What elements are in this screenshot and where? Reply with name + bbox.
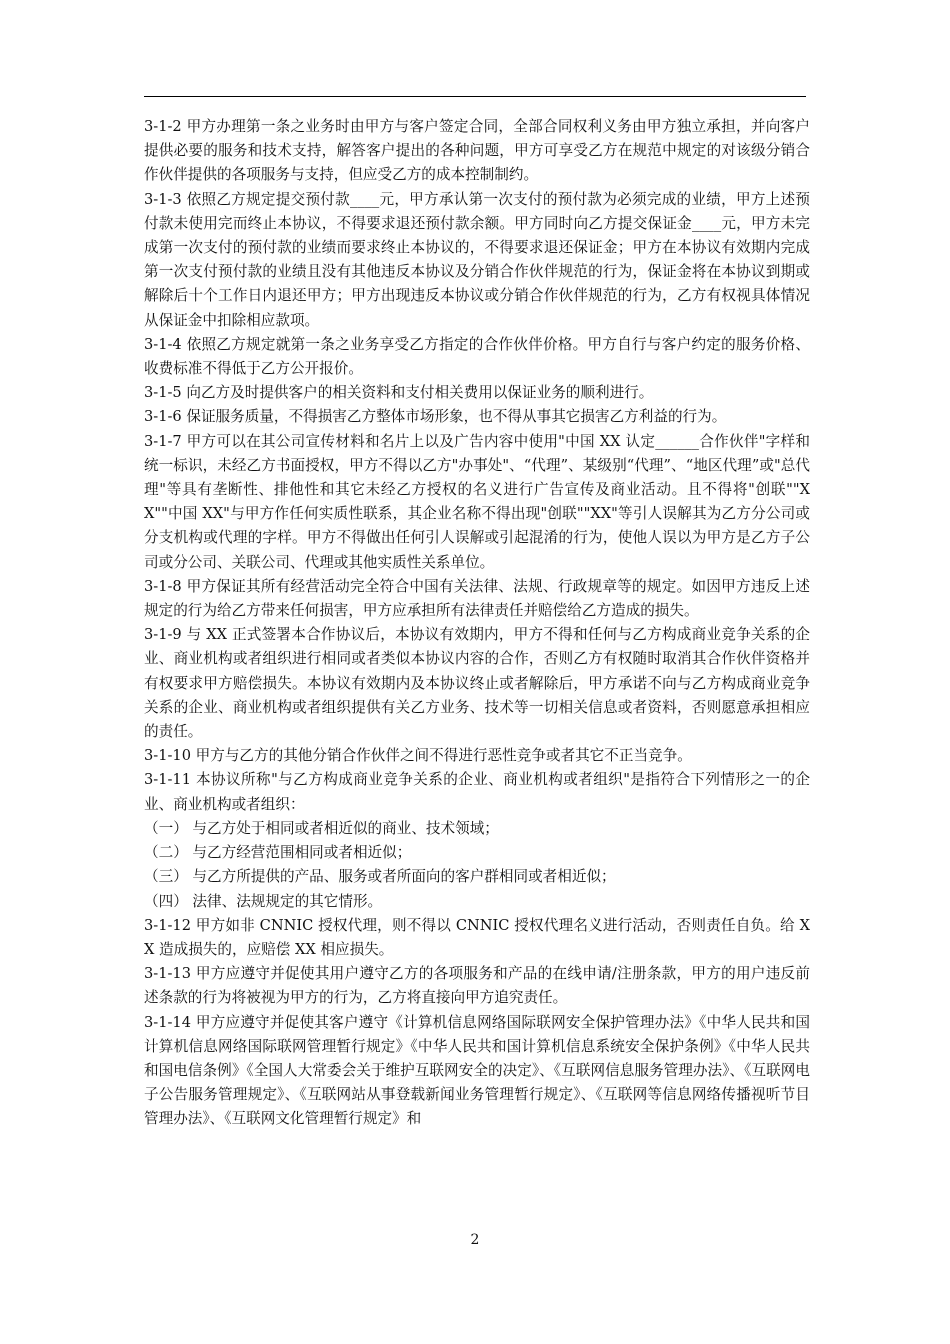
page-number: 2 — [470, 1232, 480, 1248]
clause-3-1-7: 3-1-7 甲方可以在其公司宣传材料和名片上以及广告内容中使用"中国 XX 认定______合作伙伴"字样和统一标识，未经乙方书面授权，甲方不得以乙方"办事处"、“代理”、某级别“代理”、“地区代理”或"总代理"等具有垄断性、排他性和其它未经乙方授权的名义进行广告宣传及商业活动。且不得将"创联""XX""中国 XX"与甲方作任何实质性联系，其企业名称不得出现"创联""XX"等引人误解其为乙方分公司或分支机构或代理的字样。甲方不得做出任何引人误解或引起混淆的行为，使他人误以为甲方是乙方子公司或分公司、关联公司、代理或其他实质性关系单位。 — [144, 432, 810, 571]
header-rule — [144, 96, 806, 97]
clause-3-1-6: 3-1-6 保证服务质量，不得损害乙方整体市场形象，也不得从事其它损害乙方利益的行为。 — [144, 408, 727, 426]
list-item-3: （三） 与乙方所提供的产品、服务或者所面向的客户群相同或者相近似； — [144, 868, 616, 886]
clause-3-1-3: 3-1-3 依照乙方规定提交预付款____元，甲方承认第一次支付的预付款为必须完成的业绩，甲方上述预付款未使用完而终止本协议，不得要求退还预付款余额。甲方同时向乙方提交保证金____元，甲方未完成第一次支付的预付款的业绩而要求终止本协议的，不得要求退还保证金；甲方在本协议有效期内完成第一次支付预付款的业绩且没有其他违反本协议及分销合作伙伴规范的行为，保证金将在本协议到期或解除后十个工作日内退还甲方；甲方出现违反本协议或分销合作伙伴规范的行为，乙方有权视具体情况从保证金中扣除相应款项。 — [144, 190, 810, 329]
list-item-4: （四） 法律、法规规定的其它情形。 — [144, 892, 383, 910]
clause-3-1-12: 3-1-12 甲方如非 CNNIC 授权代理，则不得以 CNNIC 授权代理名义进行活动，否则责任自负。给 XX 造成损失的，应赔偿 XX 相应损失。 — [144, 916, 810, 958]
list-item-1: （一） 与乙方处于相同或者相近似的商业、技术领域； — [144, 819, 499, 837]
clause-3-1-10: 3-1-10 甲方与乙方的其他分销合作伙伴之间不得进行恶性竞争或者其它不正当竞争。 — [144, 747, 692, 765]
clause-3-1-11: 3-1-11 本协议所称"与乙方构成商业竞争关系的企业、商业机构或者组织"是指符合下列情形之一的企业、商业机构或者组织： — [144, 771, 810, 813]
clause-3-1-5: 3-1-5 向乙方及时提供客户的相关资料和支付相关费用以保证业务的顺利进行。 — [144, 384, 654, 402]
clause-3-1-13: 3-1-13 甲方应遵守并促使其用户遵守乙方的各项服务和产品的在线申请/注册条款，甲方的用户违反前述条款的行为将被视为甲方的行为，乙方将直接向甲方追究责任。 — [144, 965, 810, 1007]
clause-3-1-2: 3-1-2 甲方办理第一条之业务时由甲方与客户签定合同，全部合同权利义务由甲方独立承担，并向客户提供必要的服务和技术支持，解答客户提出的各种问题，甲方可享受乙方在规范中规定的对该级分销合作伙伴提供的各项服务与支持，但应受乙方的成本控制制约。 — [144, 118, 810, 184]
document-body — [144, 115, 810, 1132]
clause-3-1-14: 3-1-14 甲方应遵守并促使其客户遵守《计算机信息网络国际联网安全保护管理办法》《中华人民共和国计算机信息网络国际联网管理暂行规定》《中华人民共和国计算机信息系统安全保护条例》《中华人民共和国电信条例》《全国人大常委会关于维护互联网安全的决定》、《互联网信息服务管理办法》、《互联网电子公告服务管理规定》、《互联网站从事登载新闻业务管理暂行规定》、《互联网等信息网络传播视听节目管理办法》、《互联网文化管理暂行规定》和 — [144, 1013, 810, 1128]
clause-3-1-9: 3-1-9 与 XX 正式签署本合作协议后，本协议有效期内，甲方不得和任何与乙方构成商业竞争关系的企业、商业机构或者组织进行相同或者类似本协议内容的合作，否则乙方有权随时取消其合作伙伴资格并有权要求甲方赔偿损失。本协议有效期内及本协议终止或者解除后，甲方承诺不向与乙方构成商业竞争关系的企业、商业机构或者组织提供有关乙方业务、技术等一切相关信息或者资料，否则愿意承担相应的责任。 — [144, 626, 810, 741]
clause-3-1-8: 3-1-8 甲方保证其所有经营活动完全符合中国有关法律、法规、行政规章等的规定。如因甲方违反上述规定的行为给乙方带来任何损害，甲方应承担所有法律责任并赔偿给乙方造成的损失。 — [144, 577, 810, 620]
clause-3-1-4: 3-1-4 依照乙方规定就第一条之业务享受乙方指定的合作伙伴价格。甲方自行与客户约定的服务价格、收费标准不得低于乙方公开报价。 — [144, 335, 810, 378]
list-item-2: （二） 与乙方经营范围相同或者相近似； — [144, 844, 412, 862]
